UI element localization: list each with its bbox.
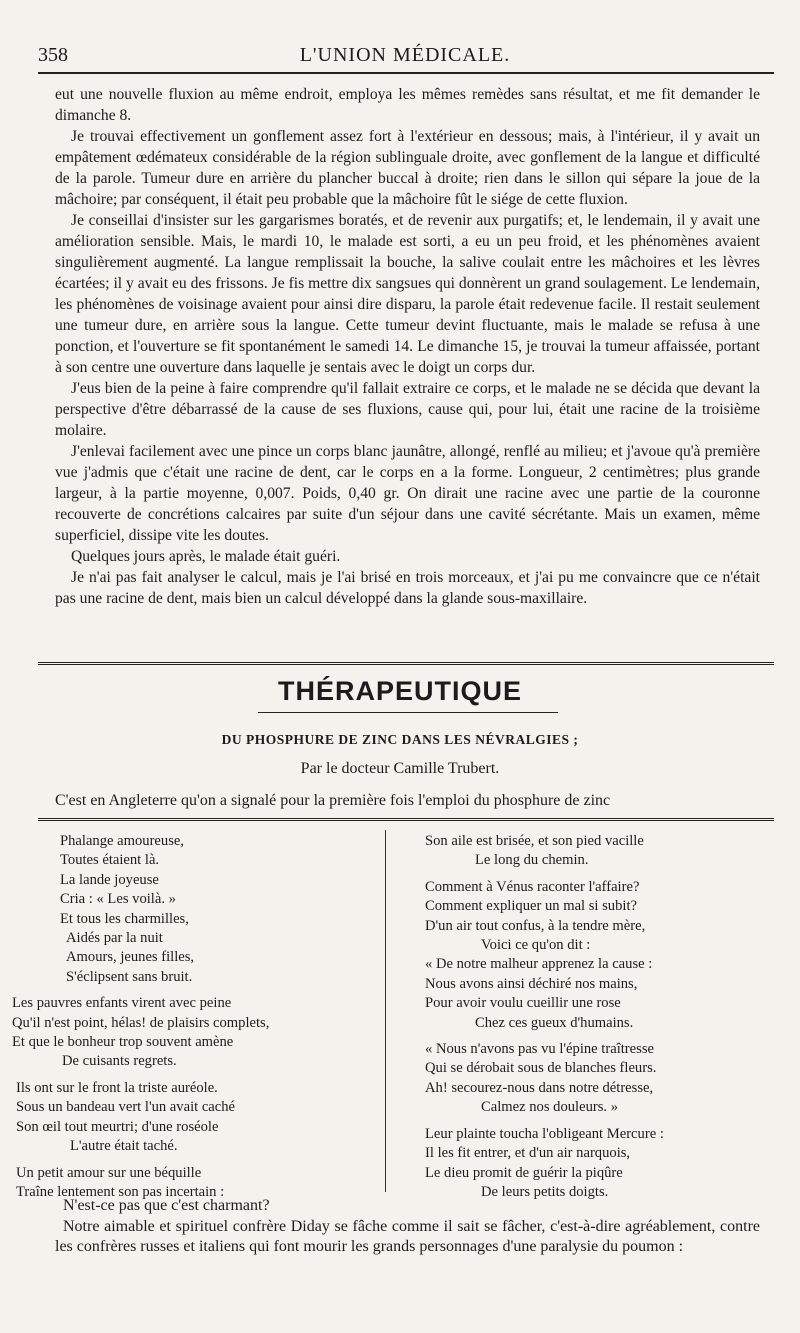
verse-line: Toutes étaient là.	[60, 852, 160, 869]
verse-line: Ils ont sur le front la triste auréole.	[16, 1079, 218, 1096]
stanza	[425, 1125, 775, 1203]
verse-line: Son œil tout meurtri; d'une roséole	[16, 1118, 219, 1135]
verse-line: Le long du chemin.	[475, 852, 589, 869]
article-first-line: C'est en Angleterre qu'on a signalé pour la première fois l'emploi du phosphure de zinc	[55, 792, 611, 809]
verse-line: Voici ce qu'on dit :	[481, 937, 591, 954]
verse-line: Amours, jeunes filles,	[66, 949, 195, 966]
verse-line: Calmez nos douleurs. »	[481, 1099, 618, 1116]
verse-line: « De notre malheur apprenez la cause :	[425, 956, 653, 973]
byline: Par le docteur Camille Trubert.	[300, 760, 500, 777]
verse-line: De cuisants regrets.	[62, 1053, 177, 1070]
paragraph: J'eus bien de la peine à faire comprendre qu'il fallait extraire ce corps, et le malade ne se décida que devant la perspective d'être débarrassé de la cause de ses fluxions, cause qui, pour lui, était une racine de la troisième molaire.	[55, 380, 760, 439]
section-title-underline	[258, 712, 558, 713]
verse-line: Traîne lentement son pas incertain :	[16, 1183, 225, 1200]
verse-line: S'éclipsent sans bruit.	[66, 968, 193, 985]
verse-line: Phalange amoureuse,	[60, 833, 185, 849]
page-number: 358	[38, 44, 68, 66]
verse-line: Sous un bandeau vert l'un avait caché	[16, 1099, 236, 1116]
paragraph: Quelques jours après, le malade était guéri.	[71, 548, 341, 565]
verse-line: Qui se dérobait sous de blanches fleurs.	[425, 1060, 657, 1077]
paragraph: eut une nouvelle fluxion au même endroit, employa les mêmes remèdes sans résultat, et me fit demander le dimanche 8.	[55, 86, 760, 124]
verse-line: Nous avons ainsi déchiré nos mains,	[425, 975, 638, 992]
verse-line: De leurs petits doigts.	[481, 1183, 609, 1200]
verse-line: Qu'il n'est point, hélas! de plaisirs complets,	[12, 1014, 270, 1031]
verse-line: Et tous les charmilles,	[60, 910, 189, 927]
stanza	[60, 832, 380, 987]
verse-line: Aidés par la nuit	[66, 930, 163, 947]
poem	[12, 832, 750, 1200]
verse-line: L'autre était taché.	[70, 1138, 178, 1155]
verse-line: Ah! secourez-nous dans notre détresse,	[425, 1079, 654, 1096]
stanza	[425, 1040, 775, 1118]
paragraph: Notre aimable et spirituel confrère Diday se fâche comme il sait se fâcher, c'est-à-dire agréablement, contre les confrères russes et italiens qui font mourir les grands personnages d'une paralysie du poumon :	[55, 1217, 760, 1255]
verse-line: Cria : « Les voilà. »	[60, 891, 176, 908]
paragraph: Je n'ai pas fait analyser le calcul, mais je l'ai brisé en trois morceaux, et j'ai pu me convaincre que ce n'était pas une racine de dent, mais bien un calcul développé dans la glande sous-maxillaire.	[55, 569, 760, 607]
verse-line: Le dieu promit de guérir la piqûre	[425, 1164, 623, 1181]
running-title: L'UNION MÉDICALE.	[299, 44, 511, 66]
verse-line: Et que le bonheur trop souvent amène	[12, 1034, 234, 1051]
stanza	[425, 832, 775, 871]
page-header	[38, 44, 772, 74]
verse-line: Son aile est brisée, et son pied vacille	[425, 833, 644, 849]
section-title: THÉRAPEUTIQUE	[277, 676, 523, 706]
stanza	[425, 878, 775, 1033]
closing-text	[55, 1196, 760, 1258]
article-title: DU PHOSPHURE DE ZINC DANS LES NÉVRALGIES ;	[221, 732, 579, 747]
paragraph: Je conseillai d'insister sur les gargarismes boratés, et de revenir aux purgatifs; et, le lendemain, il y avait une amélioration sensible. Mais, le mardi 10, le malade est sorti, a eu un peu froid, et les phénomènes avaient singulièrement augmenté. La langue remplissait la bouche, la salive coulait entre les mâchoires et les lèvres écartées; il y avait eu des frissons. Je fis mettre dix sangsues qui donnèrent un grand soulagement. Le lendemain, les phénomènes de voisinage avaient pour ainsi dire disparu, la parole était redevenue facile. Il restait seulement une tumeur dure, en arrière sous la langue. Cette tumeur devint fluctuante, mais le malade se refusa à une ponction, et l'ouverture se fit spontanément le samedi 14. Le dimanche 15, je trouvai la tumeur affaissée, portant à son centre une ouverture dans laquelle je sentais avec le doigt un corps dur.	[55, 212, 760, 376]
poem-rule	[38, 818, 774, 823]
verse-line: Un petit amour sur une béquille	[16, 1164, 202, 1181]
paragraph: Je trouvai effectivement un gonflement assez fort à l'extérieur en dessous; mais, à l'intérieur, il y avait un empâtement œdémateux considérable de la région sublinguale droite, avec gonflement de la langue et difficulté de la parole. Tumeur dure en arrière du plancher buccal à droite; rien dans le sillon qui sépare la joue de la mâchoire; par conséquent, il était peu probable que la mâchoire fût le siége de cette fluxion.	[55, 128, 760, 208]
poem-right-column	[425, 832, 775, 1209]
verse-line: D'un air tout confus, à la tendre mère,	[425, 917, 646, 934]
header-rule	[38, 72, 774, 74]
verse-line: Leur plainte toucha l'obligeant Mercure :	[425, 1125, 664, 1142]
intro-text	[55, 84, 760, 609]
paragraph: J'enlevai facilement avec une pince un corps blanc jaunâtre, allongé, renflé au milieu; et j'avoue qu'à première vue j'admis que c'était une racine de dent, car le corps en a la forme. Longueur, 2 centimètres; plus grande largeur, à la partie moyenne, 0,007. Poids, 0,40 gr. On dirait une racine avec une partie de la couronne recouverte de concrétions calcaires par suite d'un séjour dans une cavité sécrétante. Mais un examen, même superficiel, dissipe vite les doutes.	[55, 443, 760, 544]
verse-line: Chez ces gueux d'humains.	[475, 1014, 634, 1031]
verse-line: La lande joyeuse	[60, 871, 159, 888]
verse-line: Comment à Vénus raconter l'affaire?	[425, 878, 640, 895]
poem-left-column	[12, 832, 380, 1209]
stanza	[16, 1079, 380, 1157]
verse-line: « Nous n'avons pas vu l'épine traîtresse	[425, 1041, 654, 1058]
section-rule	[38, 662, 774, 667]
verse-line: Comment expliquer un mal si subit?	[425, 898, 637, 915]
paragraph: N'est-ce pas que c'est charmant?	[63, 1197, 270, 1214]
stanza	[12, 994, 380, 1072]
verse-line: Il les fit entrer, et d'un air narquois,	[425, 1145, 631, 1162]
verse-line: Les pauvres enfants virent avec peine	[12, 995, 232, 1012]
verse-line: Pour avoir voulu cueillir une rose	[425, 995, 621, 1012]
